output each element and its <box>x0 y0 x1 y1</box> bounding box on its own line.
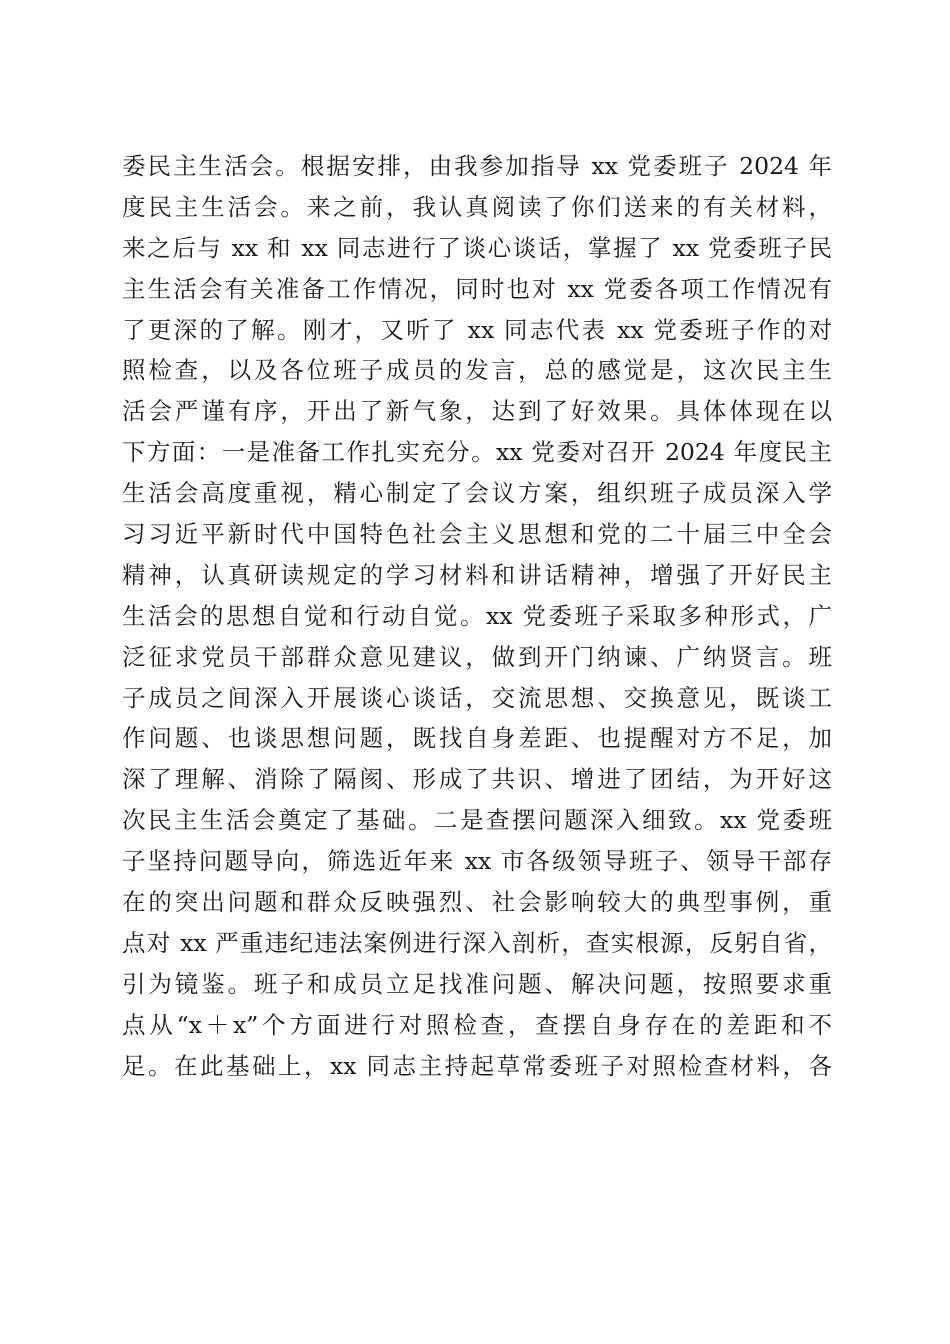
text-line: 主生活会有关准备工作情况，同时也对 xx 党委各项工作情况有 <box>122 274 832 303</box>
text-line: 下方面：一是准备工作扎实充分。xx 党委对召开 2024 年度民主 <box>122 438 832 467</box>
text-line: 引为镜鉴。班子和成员立足找准问题、解决问题，按照要求重 <box>122 969 832 998</box>
text-line: 点对 xx 严重违纪违法案例进行深入剖析，查实根源，反躬自省， <box>122 928 832 957</box>
text-line: 生活会高度重视，精心制定了会议方案，组织班子成员深入学 <box>122 479 832 508</box>
text-line: 泛征求党员干部群众意见建议，做到开门纳谏、广纳贤言。班 <box>122 642 832 671</box>
text-line: 点从“x＋x”个方面进行对照检查，查摆自身存在的差距和不 <box>122 1010 832 1039</box>
text-line: 习习近平新时代中国特色社会主义思想和党的二十届三中全会 <box>122 520 832 549</box>
text-line: 精神，认真研读规定的学习材料和讲话精神，增强了开好民主 <box>122 560 832 589</box>
text-line: 委民主生活会。根据安排，由我参加指导 xx 党委班子 2024 年 <box>122 152 832 180</box>
text-line: 深了理解、消除了隔阂、形成了共识、增进了团结，为开好这 <box>122 765 832 794</box>
text-line: 来之后与 xx 和 xx 同志进行了谈心谈话，掌握了 xx 党委班子民 <box>122 233 832 262</box>
text-line: 在的突出问题和群众反映强烈、社会影响较大的典型事例，重 <box>122 888 832 917</box>
text-line: 照检查，以及各位班子成员的发言，总的感觉是，这次民主生 <box>122 356 832 385</box>
text-line: 足。在此基础上，xx 同志主持起草常委班子对照检查材料，各 <box>122 1051 832 1080</box>
text-line: 了更深的了解。刚才，又听了 xx 同志代表 xx 党委班子作的对 <box>122 315 832 344</box>
text-line: 活会严谨有序，开出了新气象，达到了好效果。具体体现在以 <box>122 397 832 426</box>
text-line: 子成员之间深入开展谈心谈话，交流思想、交换意见，既谈工 <box>122 683 832 712</box>
text-line: 度民主生活会。来之前，我认真阅读了你们送来的有关材料， <box>122 192 832 221</box>
body-text <box>122 146 832 1086</box>
text-line: 作问题、也谈思想问题，既找自身差距、也提醒对方不足，加 <box>122 724 832 753</box>
text-line: 生活会的思想自觉和行动自觉。xx 党委班子采取多种形式，广 <box>122 601 832 630</box>
text-line: 次民主生活会奠定了基础。二是查摆问题深入细致。xx 党委班 <box>122 806 832 835</box>
text-line: 子坚持问题导向，筛选近年来 xx 市各级领导班子、领导干部存 <box>122 847 832 876</box>
